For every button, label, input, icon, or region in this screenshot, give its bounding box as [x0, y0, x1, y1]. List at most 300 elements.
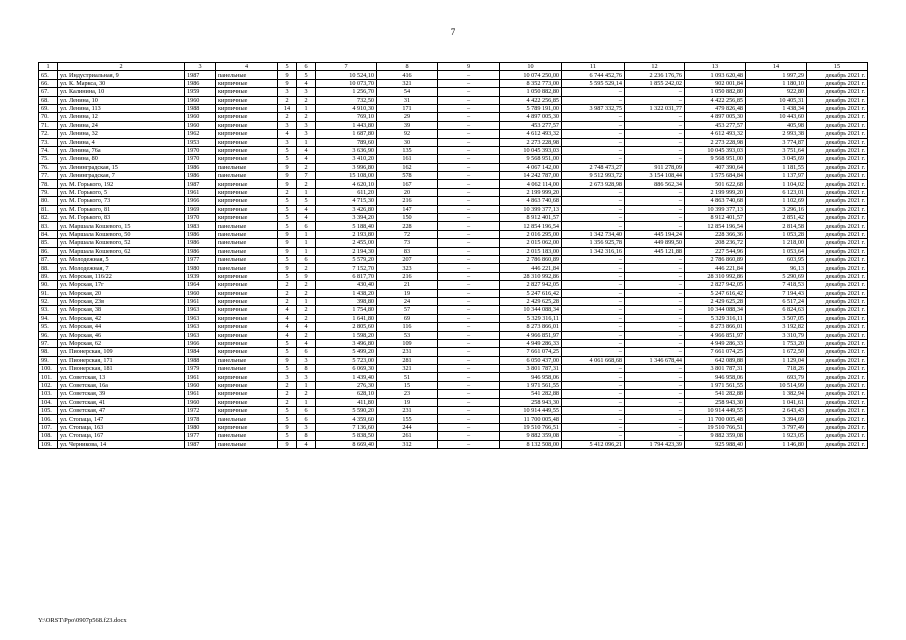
table-cell: 2 016 295,00 [500, 230, 562, 238]
table-cell: 323 [377, 264, 438, 272]
table-cell: 1 855 242,02 [625, 79, 685, 87]
table-cell: 1 [297, 138, 316, 146]
table-cell: – [625, 423, 685, 431]
table-cell: 479 826,48 [685, 104, 746, 112]
table-cell: 732,50 [316, 96, 377, 104]
table-cell: 92 [377, 130, 438, 138]
table-cell: панельные [216, 230, 278, 238]
table-cell: 14 242 787,00 [500, 172, 562, 180]
table-cell: 5 [278, 432, 297, 440]
table-cell: 398,80 [316, 297, 377, 305]
table-cell: 407 390,64 [685, 163, 746, 171]
table-cell: 65. [39, 71, 58, 79]
table-cell: 3 996,80 [316, 163, 377, 171]
table-cell: 1 [297, 398, 316, 406]
table-body [39, 63, 868, 449]
table-cell: 1984 [185, 348, 216, 356]
table-cell: 96. [39, 331, 58, 339]
table-cell: 5 188,40 [316, 222, 377, 230]
table-cell: 1986 [185, 172, 216, 180]
table-cell: ул. Морская, 116/22 [58, 272, 185, 280]
table-cell: ул. Черникова, 14 [58, 440, 185, 448]
table-cell: 446 221,84 [685, 264, 746, 272]
table-cell: 5 499,20 [316, 348, 377, 356]
table-cell: 6 [297, 348, 316, 356]
table-cell: панельные [216, 255, 278, 263]
table-cell: кирпичные [216, 130, 278, 138]
table-cell: 109. [39, 440, 58, 448]
table-cell: ул. Маршала Кошевого, 62 [58, 247, 185, 255]
table-cell: декабрь 2021 г. [807, 155, 868, 163]
table-cell: 1 997,29 [746, 71, 807, 79]
table-cell: 1961 [185, 297, 216, 305]
table-cell: 261 [377, 432, 438, 440]
table-cell: – [438, 339, 500, 347]
table-cell: – [562, 88, 625, 96]
table-cell: 1 342 734,40 [562, 230, 625, 238]
table-cell: 1 129,04 [746, 356, 807, 364]
table-cell: – [625, 155, 685, 163]
table-cell: 2 993,38 [746, 130, 807, 138]
table-cell: 3 [278, 138, 297, 146]
table-row [39, 146, 868, 154]
table-cell: 5 [278, 272, 297, 280]
table-cell: 28 310 992,86 [685, 272, 746, 280]
column-number-cell: 11 [562, 63, 625, 71]
table-cell: – [562, 407, 625, 415]
table-cell: 19 [377, 398, 438, 406]
table-row [39, 71, 868, 79]
table-cell: декабрь 2021 г. [807, 71, 868, 79]
table-cell: 3 394,69 [746, 415, 807, 423]
table-cell: 3 296,16 [746, 205, 807, 213]
table-cell: декабрь 2021 г. [807, 222, 868, 230]
table-cell: ул. Ленина, 113 [58, 104, 185, 112]
table-cell: 4 863 740,68 [685, 197, 746, 205]
table-cell: 2 [297, 331, 316, 339]
table-cell: – [562, 205, 625, 213]
page-number: 7 [450, 27, 456, 37]
table-cell: декабрь 2021 г. [807, 331, 868, 339]
table-cell: 72 [377, 230, 438, 238]
table-cell: – [562, 96, 625, 104]
table-cell: 446 221,84 [500, 264, 562, 272]
table-cell: 104. [39, 398, 58, 406]
table-cell: 15 [377, 381, 438, 389]
table-cell: кирпичные [216, 373, 278, 381]
table-cell: – [625, 272, 685, 280]
table-cell: 4 [278, 130, 297, 138]
table-cell: декабрь 2021 г. [807, 138, 868, 146]
table-cell: – [562, 423, 625, 431]
table-cell: 1969 [185, 205, 216, 213]
table-cell: – [625, 88, 685, 96]
table-cell: 6 517,24 [746, 297, 807, 305]
table-cell: – [438, 121, 500, 129]
table-row [39, 121, 868, 129]
table-cell: 3 [297, 423, 316, 431]
table-cell: 1 438,34 [746, 104, 807, 112]
table-cell: ул. Пионерская, 109 [58, 348, 185, 356]
table-cell: декабрь 2021 г. [807, 121, 868, 129]
table-cell: 19 510 766,51 [500, 423, 562, 431]
table-cell: 2 786 860,89 [500, 255, 562, 263]
table-cell: 4 422 256,85 [500, 96, 562, 104]
table-cell: – [438, 113, 500, 121]
table-cell: – [438, 289, 500, 297]
table-cell: – [625, 323, 685, 331]
table-cell: 2 193,80 [316, 230, 377, 238]
table-cell: – [438, 155, 500, 163]
table-cell: – [625, 255, 685, 263]
table-cell: 67. [39, 88, 58, 96]
table-row [39, 197, 868, 205]
table-cell: декабрь 2021 г. [807, 306, 868, 314]
table-cell: декабрь 2021 г. [807, 88, 868, 96]
table-cell: 578 [377, 172, 438, 180]
table-cell: 8 132 508,00 [500, 440, 562, 448]
table-cell: декабрь 2021 г. [807, 214, 868, 222]
table-cell: 9 568 951,00 [685, 155, 746, 163]
table-cell: панельные [216, 247, 278, 255]
table-cell: 2 [278, 297, 297, 305]
table-cell: – [625, 381, 685, 389]
table-cell: 81. [39, 205, 58, 213]
table-cell: 5 [278, 214, 297, 222]
table-cell: 1963 [185, 314, 216, 322]
table-cell: 1 256,70 [316, 88, 377, 96]
table-cell: 4 [278, 323, 297, 331]
table-cell: 4 062 114,00 [500, 180, 562, 188]
table-cell: 789,60 [316, 138, 377, 146]
table-cell: 1 598,20 [316, 331, 377, 339]
table-cell: ул. М. Горького, 73 [58, 197, 185, 205]
document-file-path: Y:\ORST\Ppo\0907p568.f23.docx [38, 617, 127, 624]
table-row [39, 365, 868, 373]
table-cell: 4 715,30 [316, 197, 377, 205]
table-cell: 53 [377, 331, 438, 339]
table-cell: ул. Стопаца, 163 [58, 423, 185, 431]
table-row [39, 214, 868, 222]
table-cell: 23 [377, 390, 438, 398]
table-cell: 9 568 951,00 [500, 155, 562, 163]
table-cell: 5 [278, 348, 297, 356]
table-row [39, 163, 868, 171]
table-cell: ул. Индустриальная, 9 [58, 71, 185, 79]
table-cell: 1960 [185, 96, 216, 104]
table-cell: 642 089,88 [685, 356, 746, 364]
table-cell: – [438, 138, 500, 146]
column-number-cell: 9 [438, 63, 500, 71]
table-cell: ул. Молодежная, 5 [58, 255, 185, 263]
table-cell: декабрь 2021 г. [807, 289, 868, 297]
table-cell: 911 278,09 [625, 163, 685, 171]
table-cell: 68. [39, 96, 58, 104]
table-cell: декабрь 2021 г. [807, 79, 868, 87]
table-cell: ул. Советская, 47 [58, 407, 185, 415]
table-cell: – [438, 104, 500, 112]
table-cell: декабрь 2021 г. [807, 381, 868, 389]
table-cell: 7 661 074,25 [500, 348, 562, 356]
table-cell: 77. [39, 172, 58, 180]
table-cell: 1 575 684,84 [685, 172, 746, 180]
table-row [39, 247, 868, 255]
table-cell: 228 366,36 [685, 230, 746, 238]
column-number-cell: 7 [316, 63, 377, 71]
table-cell: 7 [297, 172, 316, 180]
table-cell: 208 236,72 [685, 239, 746, 247]
table-cell: кирпичные [216, 407, 278, 415]
table-cell: 7 661 074,25 [685, 348, 746, 356]
table-cell: 2 199 999,20 [685, 188, 746, 196]
table-cell: – [562, 390, 625, 398]
table-cell: 5 412 096,21 [562, 440, 625, 448]
table-cell: 718,26 [746, 365, 807, 373]
table-cell: – [562, 155, 625, 163]
table-cell: 9 [278, 79, 297, 87]
table-cell: 453 277,57 [685, 121, 746, 129]
table-row [39, 88, 868, 96]
table-cell: 2 455,00 [316, 239, 377, 247]
table-cell: 946 958,06 [685, 373, 746, 381]
table-cell: 9 [278, 172, 297, 180]
table-cell: 1962 [185, 130, 216, 138]
table-cell: – [438, 331, 500, 339]
table-cell: 96,13 [746, 264, 807, 272]
table-cell: 28 310 992,86 [500, 272, 562, 280]
table-cell: 73. [39, 138, 58, 146]
table-row [39, 239, 868, 247]
table-cell: 2 273 228,98 [500, 138, 562, 146]
table-cell: 1 [297, 230, 316, 238]
table-cell: 8 912 401,57 [685, 214, 746, 222]
table-cell: кирпичные [216, 289, 278, 297]
table-row [39, 356, 868, 364]
table-cell: 4 612 493,32 [685, 130, 746, 138]
table-cell: декабрь 2021 г. [807, 239, 868, 247]
table-cell: 541 282,88 [685, 390, 746, 398]
table-cell: декабрь 2021 г. [807, 104, 868, 112]
table-cell: 1961 [185, 390, 216, 398]
table-cell: 207 [377, 255, 438, 263]
table-cell: декабрь 2021 г. [807, 188, 868, 196]
table-cell: 162 [377, 163, 438, 171]
table-cell: ул. Морская, 42 [58, 314, 185, 322]
table-cell: 5 [278, 155, 297, 163]
table-cell: 1 687,80 [316, 130, 377, 138]
table-cell: – [562, 255, 625, 263]
table-cell: 5 838,50 [316, 432, 377, 440]
table-cell: 10 399 377,13 [500, 205, 562, 213]
table-cell: – [562, 272, 625, 280]
table-cell: ул. Стопаца, 147 [58, 415, 185, 423]
table-cell: 94. [39, 314, 58, 322]
column-number-cell: 1 [39, 63, 58, 71]
table-cell: 4 [297, 339, 316, 347]
table-cell: ул. Советская, 13 [58, 373, 185, 381]
table-cell: 9 [278, 163, 297, 171]
table-cell: 6 [297, 255, 316, 263]
table-cell: 85. [39, 239, 58, 247]
table-row [39, 407, 868, 415]
table-cell: 1 443,80 [316, 121, 377, 129]
table-row [39, 423, 868, 431]
table-cell: декабрь 2021 г. [807, 197, 868, 205]
table-cell: – [438, 281, 500, 289]
table-cell: ул. Молодежная, 7 [58, 264, 185, 272]
column-number-cell: 4 [216, 63, 278, 71]
table-cell: – [625, 113, 685, 121]
table-cell: 2 236 176,76 [625, 71, 685, 79]
table-cell: ул. Морская, 46 [58, 331, 185, 339]
table-cell: 8 273 866,01 [685, 323, 746, 331]
table-cell: декабрь 2021 г. [807, 281, 868, 289]
table-cell: кирпичные [216, 113, 278, 121]
table-cell: – [438, 373, 500, 381]
table-cell: 2 273 228,98 [685, 138, 746, 146]
table-cell: 9 [278, 264, 297, 272]
table-row [39, 205, 868, 213]
table-cell: декабрь 2021 г. [807, 440, 868, 448]
table-cell: – [438, 423, 500, 431]
table-cell: 3 [278, 121, 297, 129]
table-cell: – [438, 306, 500, 314]
table-cell: ул. Ленина, 10 [58, 96, 185, 104]
table-cell: 1 382,94 [746, 390, 807, 398]
table-cell: 107. [39, 423, 58, 431]
table-cell: ул. Морская, 44 [58, 323, 185, 331]
table-row [39, 155, 868, 163]
table-cell: 5 [278, 255, 297, 263]
table-cell: 1 [297, 188, 316, 196]
table-cell: 1960 [185, 381, 216, 389]
table-cell: 10 514,99 [746, 381, 807, 389]
table-cell: 886 562,34 [625, 180, 685, 188]
table-cell: – [438, 356, 500, 364]
table-cell: 4 067 142,00 [500, 163, 562, 171]
table-cell: 1988 [185, 356, 216, 364]
table-cell: ул. Морская, 23в [58, 297, 185, 305]
table-cell: декабрь 2021 г. [807, 348, 868, 356]
table-cell: 430,40 [316, 281, 377, 289]
table-cell: – [562, 214, 625, 222]
table-cell: 10 914 449,55 [685, 407, 746, 415]
table-cell: 3 045,69 [746, 155, 807, 163]
table-cell: 1978 [185, 415, 216, 423]
table-row [39, 264, 868, 272]
table-cell: 1980 [185, 264, 216, 272]
table-cell: панельные [216, 432, 278, 440]
table-cell: – [438, 180, 500, 188]
table-cell: 9 [278, 440, 297, 448]
table-cell: ул. Калинина, 10 [58, 88, 185, 96]
table-row [39, 180, 868, 188]
table-cell: кирпичные [216, 281, 278, 289]
table-cell: 14 [278, 104, 297, 112]
table-cell: 2 [297, 180, 316, 188]
table-cell: декабрь 2021 г. [807, 264, 868, 272]
table-cell: – [625, 373, 685, 381]
table-cell: 628,10 [316, 390, 377, 398]
table-cell: декабрь 2021 г. [807, 163, 868, 171]
table-cell: 3 987 332,75 [562, 104, 625, 112]
table-cell: 2 [278, 381, 297, 389]
table-cell: 1 923,05 [746, 432, 807, 440]
table-cell: 3 797,49 [746, 423, 807, 431]
table-cell: 2 194,30 [316, 247, 377, 255]
table-cell: ул. Морская, 62 [58, 339, 185, 347]
table-cell: 88. [39, 264, 58, 272]
table-cell: 10 405,31 [746, 96, 807, 104]
table-cell: 2 805,60 [316, 323, 377, 331]
table-cell: 4 [278, 331, 297, 339]
table-cell: 6 123,01 [746, 188, 807, 196]
table-cell: 73 [377, 239, 438, 247]
table-cell: 90. [39, 281, 58, 289]
table-cell: 3 [297, 88, 316, 96]
column-number-cell: 10 [500, 63, 562, 71]
table-cell: 1 146,80 [746, 440, 807, 448]
table-cell: – [625, 214, 685, 222]
table-cell: – [625, 365, 685, 373]
table-cell: 7 152,70 [316, 264, 377, 272]
table-cell: 276,30 [316, 381, 377, 389]
table-row [39, 297, 868, 305]
table-cell: 1964 [185, 281, 216, 289]
table-cell: 171 [377, 104, 438, 112]
table-row [39, 339, 868, 347]
table-cell: 2 827 942,05 [500, 281, 562, 289]
table-cell: 72. [39, 130, 58, 138]
table-cell: 10 074 250,00 [500, 71, 562, 79]
table-cell: 4 897 005,30 [685, 113, 746, 121]
column-number-cell: 14 [746, 63, 807, 71]
table-cell: – [438, 222, 500, 230]
table-cell: 2 429 625,28 [500, 297, 562, 305]
table-cell: 7 194,43 [746, 289, 807, 297]
table-cell: 2 814,58 [746, 222, 807, 230]
table-cell: 1970 [185, 155, 216, 163]
table-cell: 1 104,02 [746, 180, 807, 188]
table-cell: 405,98 [746, 121, 807, 129]
table-cell: декабрь 2021 г. [807, 180, 868, 188]
table-cell: 21 [377, 281, 438, 289]
table-cell: 5 [297, 71, 316, 79]
table-cell: – [625, 130, 685, 138]
table-cell: 9 882 359,08 [685, 432, 746, 440]
table-cell: – [438, 247, 500, 255]
table-cell: 2 643,43 [746, 407, 807, 415]
table-cell: ул. Ленина, 12 [58, 113, 185, 121]
table-cell: 11 700 005,48 [500, 415, 562, 423]
table-cell: 2 [297, 96, 316, 104]
table-cell: 9 [278, 239, 297, 247]
table-cell: 1 672,50 [746, 348, 807, 356]
table-cell: 5 [297, 197, 316, 205]
table-cell: 1986 [185, 163, 216, 171]
table-cell: – [562, 222, 625, 230]
table-cell: 1 041,61 [746, 398, 807, 406]
table-cell: 3 192,82 [746, 323, 807, 331]
table-cell: ул. К. Маркса, 30 [58, 79, 185, 87]
table-cell: ул. Маршала Кошевого, 50 [58, 230, 185, 238]
table-cell: – [625, 415, 685, 423]
table-cell: 1963 [185, 323, 216, 331]
column-number-cell: 12 [625, 63, 685, 71]
column-number-cell: 6 [297, 63, 316, 71]
table-cell: декабрь 2021 г. [807, 130, 868, 138]
table-cell: 92. [39, 297, 58, 305]
